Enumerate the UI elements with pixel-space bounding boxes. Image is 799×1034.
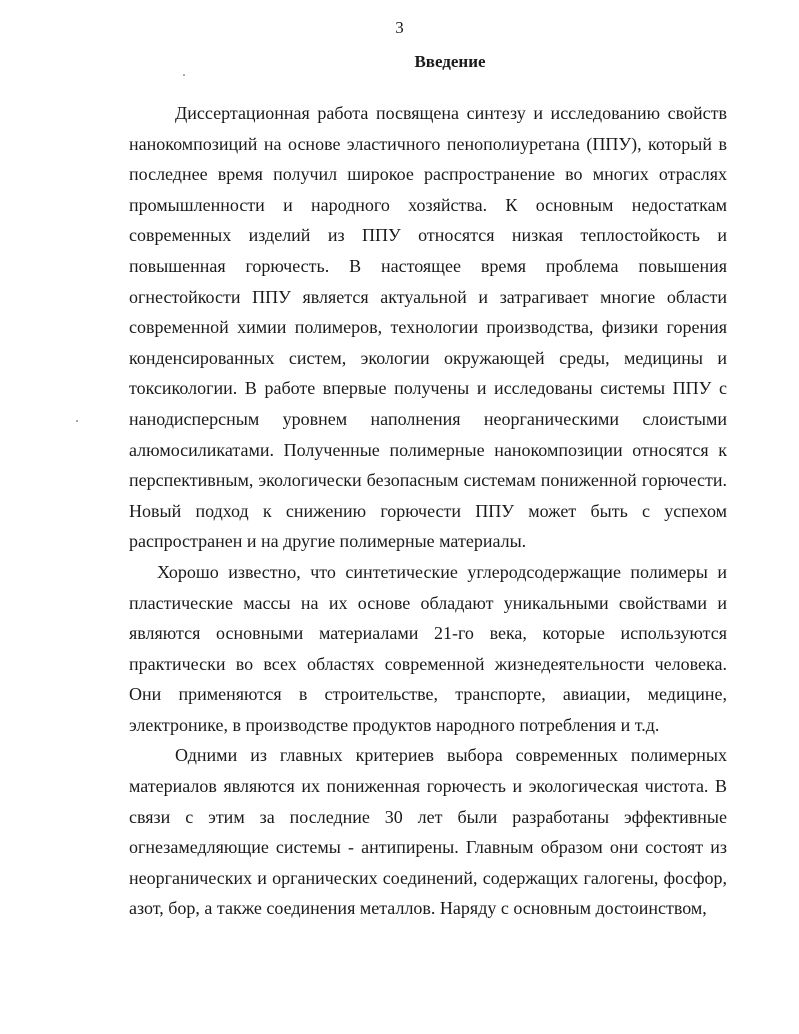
paragraph-1: Диссертационная работа посвящена синтезу и исследованию свойств нанокомпозиций на основе эластичного пенополиуретана (ППУ), который в последнее время получил широкое распространение во многих отраслях промышленности и народного хозяйства. К основным недостаткам современных изделий из ППУ относятся низкая теплостойкость и повышенная горючесть. В настоящее время проблема повышения огнестойкости ППУ является актуальной и затрагивает многие области современной химии полимеров, технологии производства, физики горения конденсированных систем, экологии окружающей среды, медицины и токсикологии. В работе впервые получены и исследованы системы ППУ с нанодисперсным уровнем наполнения неорганическими слоистыми алюмосиликатами. Полученные полимерные нанокомпозиции относятся к перспективным, экологически безопасным системам пониженной горючести. Новый подход к снижению горючести ППУ может быть с успехом распространен и на другие полимерные материалы. [129, 103, 727, 552]
scan-speck [76, 420, 78, 422]
paragraph-3: Одними из главных критериев выбора современных полимерных материалов являются их пониженная горючесть и экологическая чистота. В связи с этим за последние 30 лет были разработаны эффективные огнезамедляющие системы - антипирены. Главным образом они состоят из неорганических и органических соединений, содержащих галогены, фосфор, азот, бор, а также соединения металлов. Наряду с основным достоинством, [129, 745, 727, 919]
body-text [129, 98, 727, 924]
page-title: Введение [414, 52, 486, 71]
paragraph-2: Хорошо известно, что синтетические углеродсодержащие полимеры и пластические массы на их основе обладают уникальными свойствами и являются основными материалами 21-го века, которые используются практически во всех областях современной жизнедеятельности человека. Они применяются в строительстве, транспорте, авиации, медицине, электронике, в производстве продуктов народного потребления и т.д. [129, 561, 727, 735]
scan-speck [183, 74, 185, 76]
page-number: 3 [395, 18, 404, 37]
